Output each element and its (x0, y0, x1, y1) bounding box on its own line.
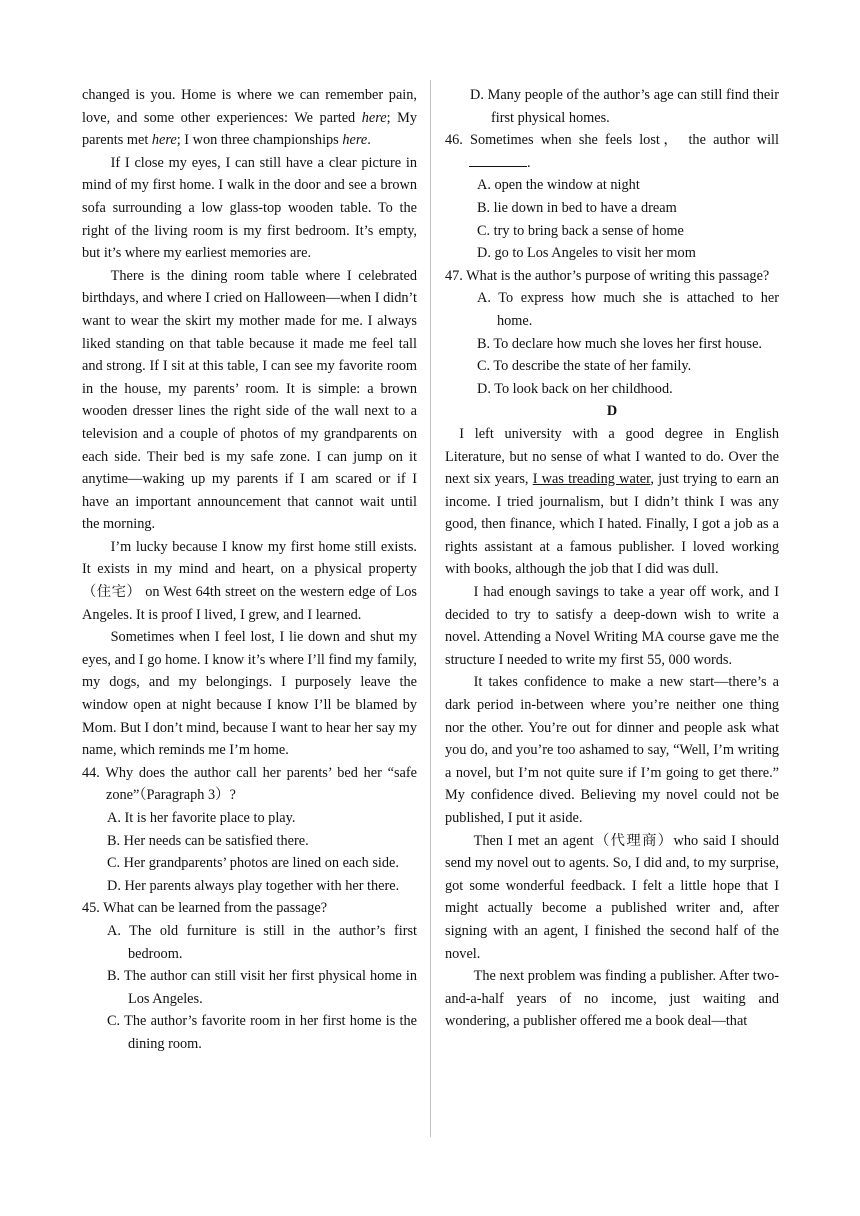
q44-option-a: A. It is her favorite place to play. (107, 810, 296, 826)
question-44: 44. Why does the author call her parents’ bed her “safe zone”（Paragraph 3）? (82, 764, 417, 804)
answer-blank (469, 154, 527, 167)
text: ; I won three championships (176, 132, 343, 149)
passage-d-paragraph-1 (445, 423, 779, 581)
question-47: 47. What is the author’s purpose of writing this passage? (445, 267, 770, 284)
text: changed is you. Home is where we can remember pain, love, and some other experiences: We parted (82, 87, 417, 126)
q45-option-c: C. The author’s favorite room in her first home is the dining room. (107, 1013, 417, 1052)
text: ; My parents met (82, 109, 417, 149)
q47-option-b: B. To declare how much she loves her first house. (477, 335, 763, 352)
paragraph-5: Sometimes when I feel lost, I lie down and shut my eyes, and I go home. I know it’s where I’ll find my family, my dogs, and my belongings. I purposely leave the window open at night because I know I’ll be blamed by Mom. But I don’t mind, because I want to hear her say my name, which reminds me I’m home. (82, 629, 417, 759)
text: , just trying to earn an income. I tried journalism, but I didn’t think I was any good, then finance, which I hated. Finally, I got a job as a rights assistant at a famous publisher. I loved working with books, although the job that I did was dull. (445, 471, 780, 578)
question-45: 45. What can be learned from the passage? (82, 900, 328, 917)
text: I left university with a good degree in English Literature, but no sense of what I wanted to do. Over the next six years, (445, 425, 779, 488)
q46-option-d: D. go to Los Angeles to visit her mom (477, 245, 696, 262)
column-divider (430, 80, 431, 1137)
q44-option-c: C. Her grandparents’ photos are lined on each side. (107, 855, 399, 872)
passage-d-paragraph-4: Then I met an agent（代理商）who said I should send my novel out to agents. So, I did and, to my surprise, got some wonderful feedback. I felt a little hope that I might actually become a published writer and, after signing with an agent, I finished the second half of the novel. (445, 832, 779, 962)
q46-option-b: B. lie down in bed to have a dream (477, 199, 677, 216)
q44-option-b: B. Her needs can be satisfied there. (107, 832, 309, 849)
paragraph-3: There is the dining room table where I celebrated birthdays, and where I cried on Halloween—when I didn’t want to wear the skirt my mother made for me. I always liked standing on that table because it made me feel tall and strong. If I sit at this table, I can see my favorite room in the house, my parents’ room. It is simple: a brown wooden dresser lines the right side of the wall next to a television and a couple of photos of my grandparents on each side. Their bed is my safe zone. I can jump on it anytime—waking up my parents if I am scared or if I have an important announcement that cannot wait until the morning. (82, 267, 417, 533)
q45-option-b: B. The author can still visit her first physical home in Los Angeles. (107, 968, 417, 1007)
italic-here: here (151, 132, 177, 149)
text: 46. Sometimes when she feels lost， the author will (445, 132, 779, 149)
paragraph-continued (82, 84, 417, 152)
text: . (527, 154, 531, 171)
right-column (445, 84, 779, 1033)
q46-option-c: C. try to bring back a sense of home (477, 222, 684, 239)
q45-option-d: D. Many people of the author’s age can still find their first physical homes. (470, 87, 779, 126)
q47-option-c: C. To describe the state of her family. (477, 358, 692, 375)
q46-option-a: A. open the window at night (477, 177, 640, 194)
passage-d-paragraph-5: The next problem was finding a publisher. After two-and-a-half years of no income, just waiting and wondering, a publisher offered me a book deal—that (445, 968, 779, 1030)
question-46 (445, 129, 779, 174)
left-column (82, 84, 417, 1056)
passage-d-paragraph-3: It takes confidence to make a new start—there’s a dark period in-between where you’re neither one thing nor the other. You’re out for dinner and people ask what you do, and you’re too ashamed to say, “Well, I’m writing a novel, but I’m not quite sure if I’m going to get there.” My confidence dived. Believing my novel could not be published, I put it aside. (445, 674, 779, 826)
q45-option-a: A. The old furniture is still in the author’s first bedroom. (107, 922, 417, 962)
q47-option-a: A. To express how much she is attached to her home. (477, 290, 779, 329)
passage-d-paragraph-2: I had enough savings to take a year off work, and I decided to try to satisfy a deep-down wish to write a novel. Attending a Novel Writing MA course gave me the structure I needed to write my first 55, 000 words. (445, 584, 779, 668)
paragraph-4: I’m lucky because I know my first home still exists. It exists in my mind and heart, on a physical property （住宅） on West 64th street on the western edge of Los Angeles. It is proof I lived, I grew, and I learned. (82, 538, 417, 623)
paragraph-2: If I close my eyes, I can still have a clear picture in mind of my first home. I walk in the door and see a brown sofa surrounding a low glass-top wooden table. To the right of the living room is my first bedroom. It’s empty, but it’s where my earliest memories are. (82, 154, 417, 262)
text: . (367, 132, 371, 149)
q47-option-d: D. To look back on her childhood. (477, 380, 673, 397)
italic-here: here (361, 109, 387, 126)
italic-here: here (342, 132, 368, 149)
q44-option-d: D. Her parents always play together with her there. (107, 877, 400, 894)
section-heading: D (606, 403, 618, 420)
underlined-phrase: I was treading water (532, 471, 651, 488)
